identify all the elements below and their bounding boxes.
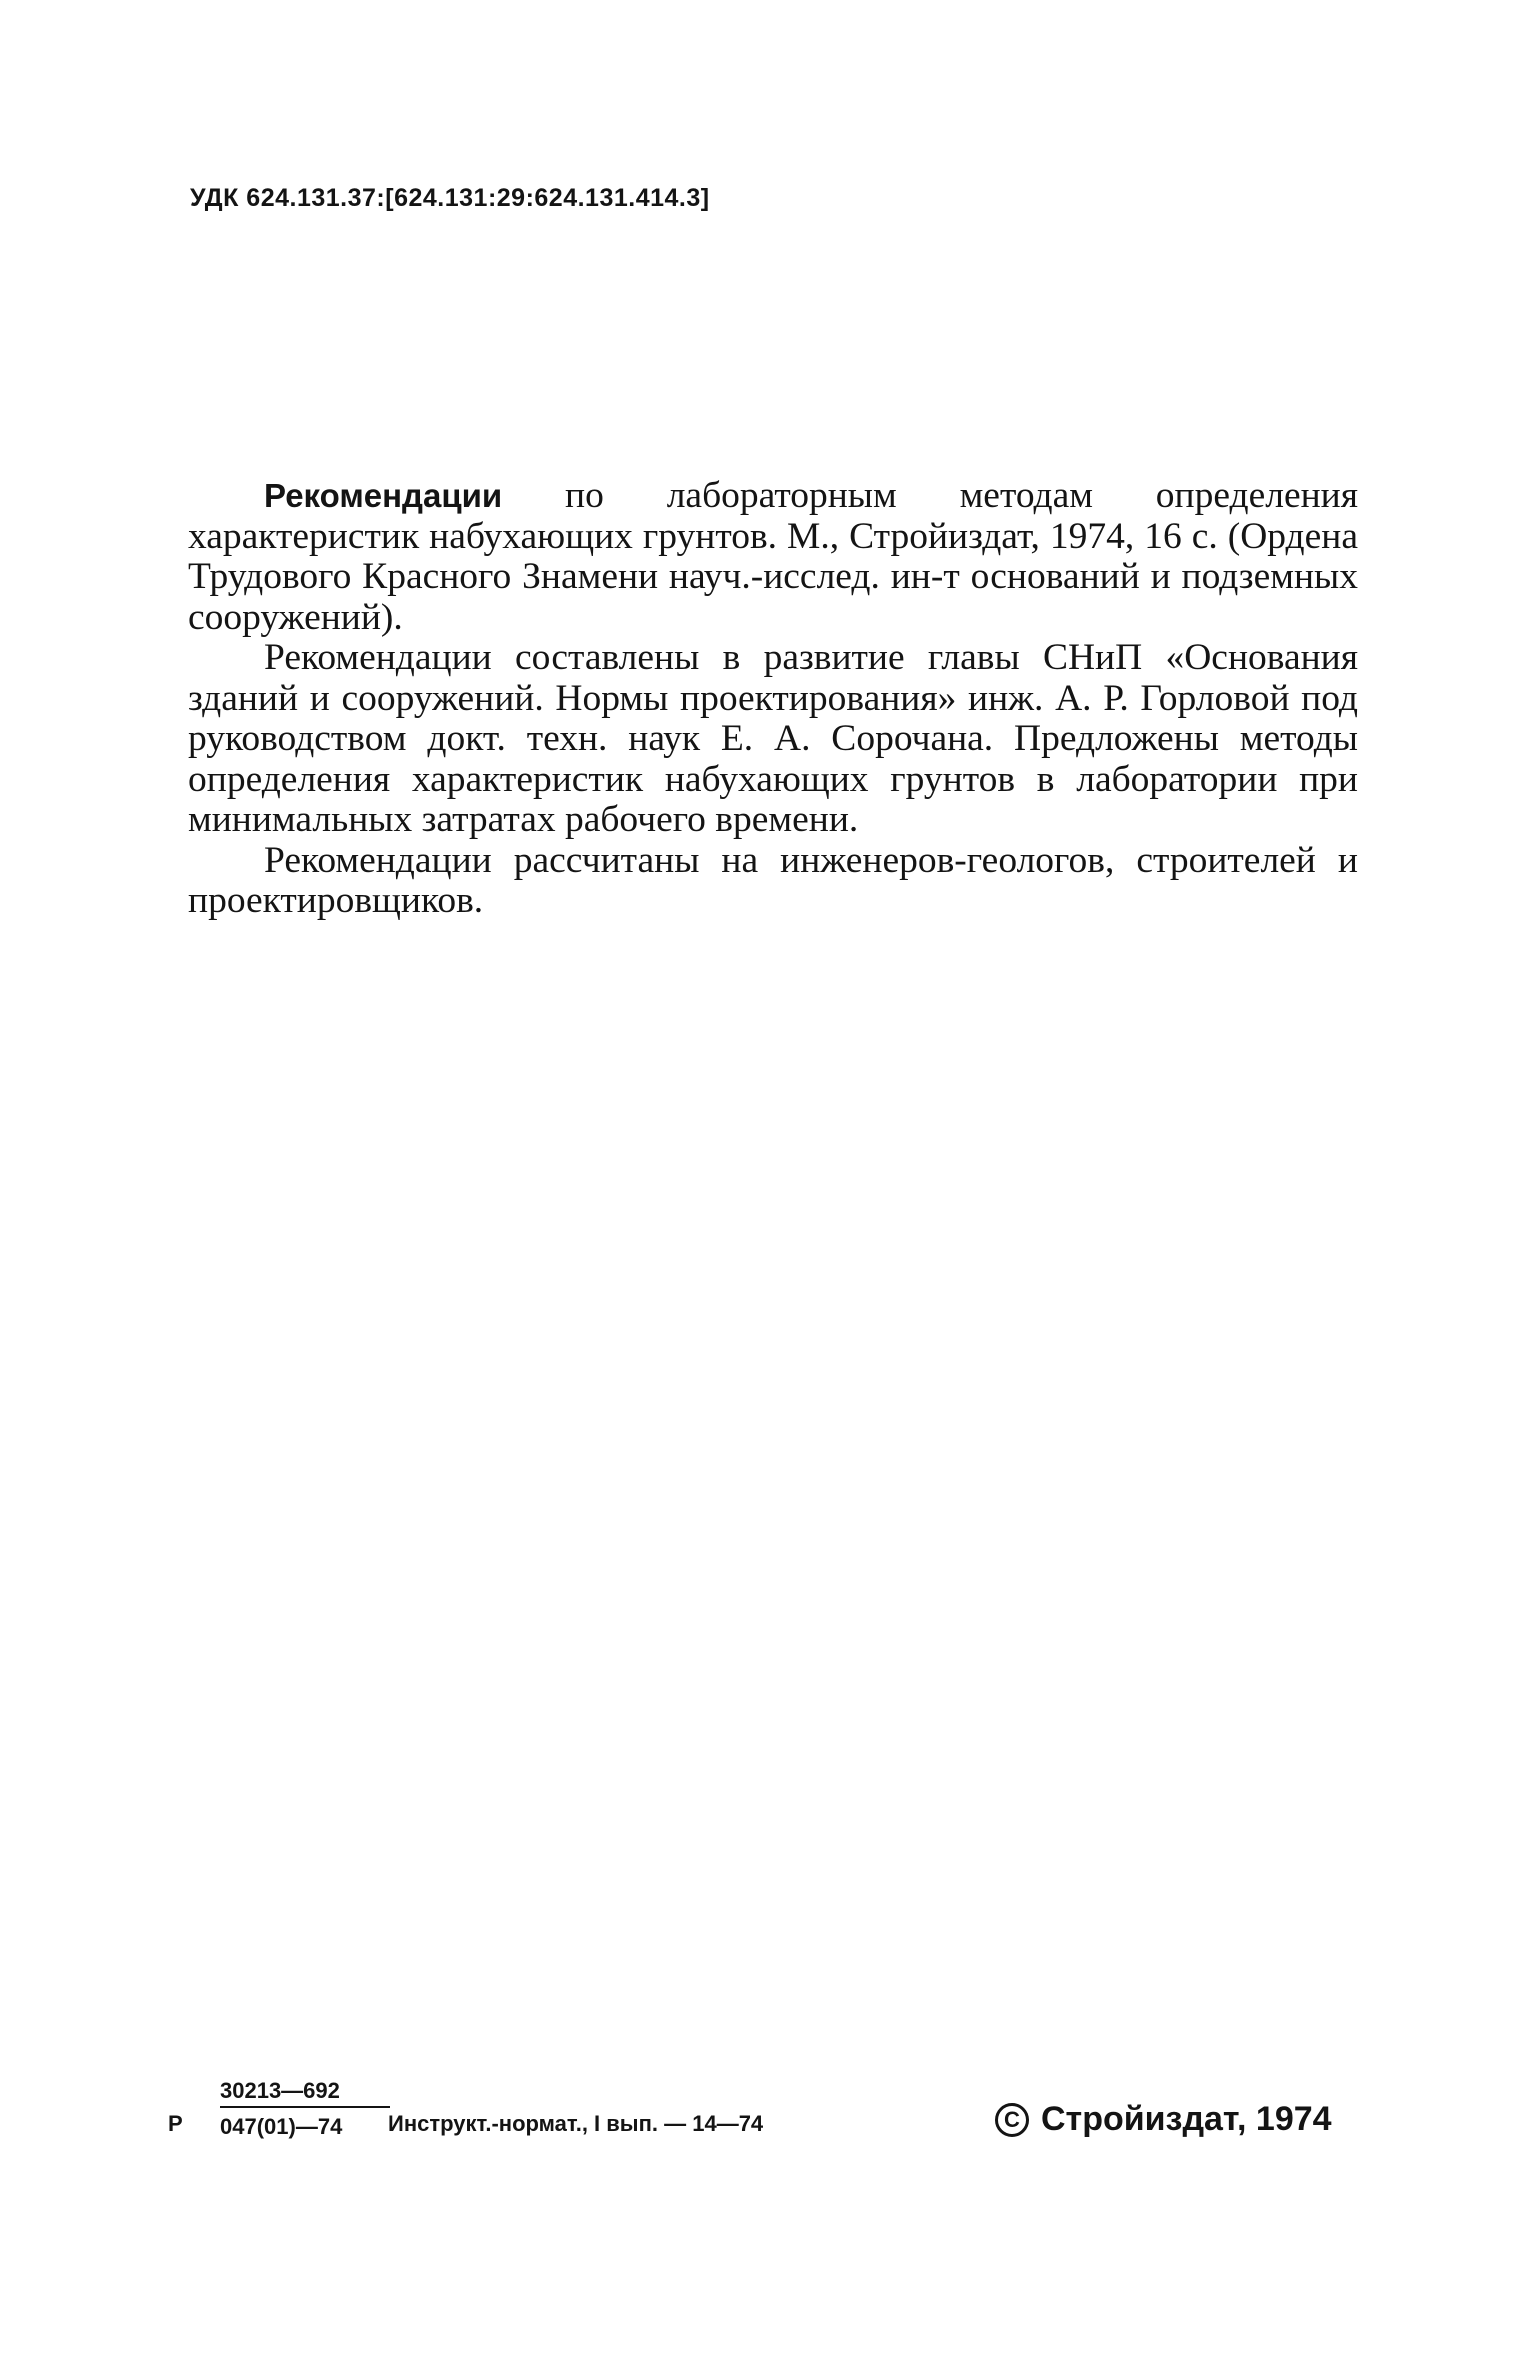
copyright-line	[995, 2100, 1332, 2139]
annotation-paragraph-1	[188, 476, 1358, 638]
copyright-icon: C	[995, 2103, 1029, 2137]
imprint-denominator: 047(01)—74	[220, 2114, 343, 2139]
annotation-paragraph-2: Рекомендации составлены в развитие главы СНиП «Основания зданий и сооружений. Нормы проектирования» инж. А. Р. Горловой под руководством докт. техн. наук Е. А. Сорочана. Предложены методы определения характеристик набухающих грунтов в лаборатории при минимальных затратах рабочего времени.	[188, 637, 1358, 840]
imprint-index-fraction	[220, 2078, 390, 2140]
imprint-series: Инструкт.-нормат., I вып. — 14—74	[388, 2111, 764, 2136]
annotation-paragraph-1-text: по лабораторным методам определения характеристик набухающих грунтов. М., Стройиздат, 1974, 16 с. (Ордена Трудового Красного Знамени науч.-исслед. ин-т оснований и подземных сооружений).	[188, 475, 1358, 638]
copyright-text: Стройиздат, 1974	[1041, 2100, 1332, 2138]
udk-code: УДК 624.131.37:[624.131:29:624.131.414.3]	[190, 184, 710, 212]
imprint-numerator: 30213—692	[220, 2078, 390, 2108]
annotation-lead-title: Рекомендации	[264, 477, 503, 514]
annotation-paragraph-3: Рекомендации рассчитаны на инженеров-геологов, строителей и проектировщиков.	[188, 839, 1358, 921]
annotation-block	[188, 476, 1358, 922]
imprint-letter: Р	[168, 2111, 183, 2136]
